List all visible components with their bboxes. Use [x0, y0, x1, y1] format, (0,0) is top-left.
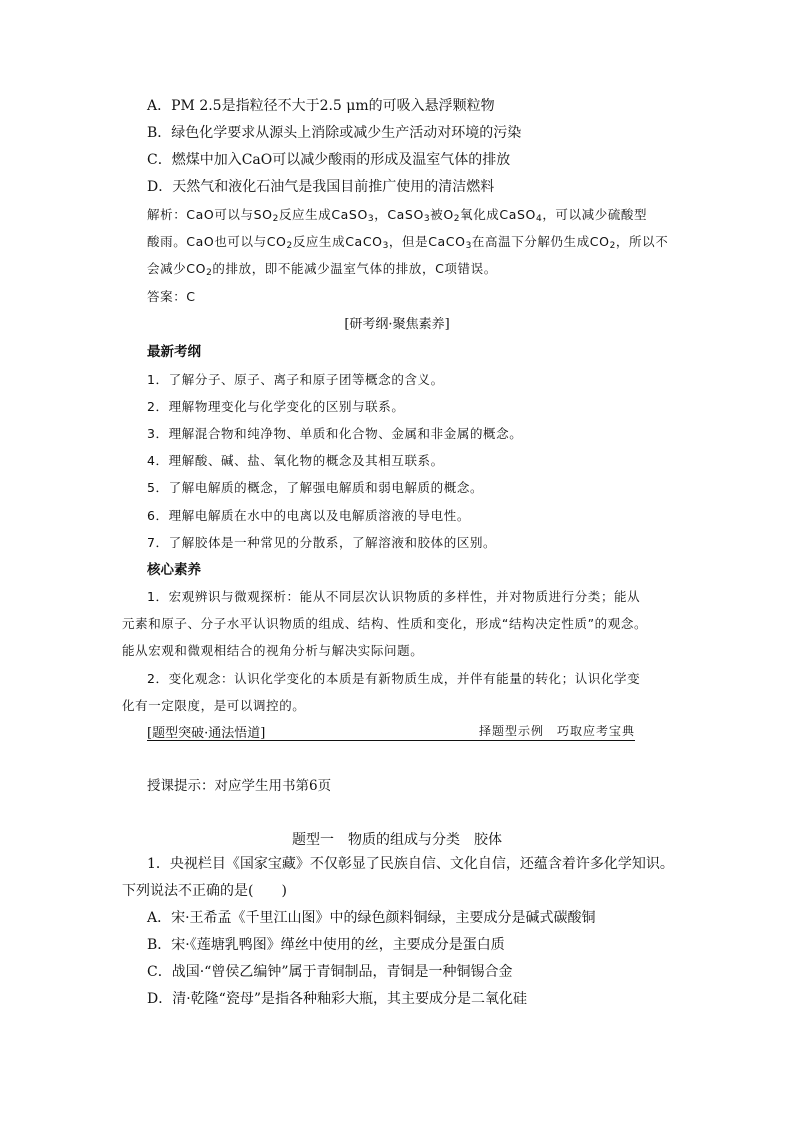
syllabus-item: 4．理解酸、碱、盐、氧化物的概念及其相互联系。 [147, 453, 444, 468]
syllabus-item: 6．理解电解质在水中的电离以及电解质溶液的导电性。 [147, 508, 470, 523]
analysis-line-2: 酸雨。CaO也可以与$CO_2$反应生成CaCO$_3$，但是CaCO$_3$在高温下分解仍生成$CO_2$，所以不 [147, 234, 669, 251]
syllabus-item: 3．理解混合物和纯净物、单质和化合物、金属和非金属的概念。 [147, 426, 523, 441]
option-a: A．PM 2.5是指粒径不大于2.5 μm的可吸入悬浮颗粒物 [147, 98, 495, 114]
question-option-c: C．战国·“曾侯乙编钟”属于青铜制品，青铜是一种铜锡合金 [147, 964, 513, 980]
section-banner [147, 722, 635, 741]
syllabus-item: 5．了解电解质的概念，了解强电解质和弱电解质的概念。 [147, 480, 484, 495]
option-d: D．天然气和液化石油气是我国目前推广使用的清洁燃料 [147, 179, 495, 195]
latest-syllabus-heading: 最新考纲 [147, 344, 201, 360]
option-c: C．燃煤中加入CaO可以减少酸雨的形成及温室气体的排放 [147, 152, 511, 168]
lecture-hint: 授课提示：对应学生用书第6页 [147, 778, 332, 794]
core-literacy-line: 2．变化观念：认识化学变化的本质是有新物质生成，并伴有能量的转化；认识化学变 [147, 671, 641, 686]
syllabus-item: 7．了解胶体是一种常见的分散系，了解溶液和胶体的区别。 [147, 535, 497, 550]
section-title: [研考纲·聚焦素养] [344, 317, 450, 332]
core-literacy-heading: 核心素养 [147, 562, 201, 578]
question-stem-cont: 下列说法不正确的是( ) [122, 883, 287, 899]
question-option-b: B．宋·《莲塘乳鸭图》缂丝中使用的丝，主要成分是蛋白质 [147, 937, 505, 953]
banner-right-title: 择题型示例 巧取应考宝典 [478, 724, 635, 738]
topic-title: 题型一 物质的组成与分类 胶体 [292, 832, 502, 848]
core-literacy-line: 1．宏观辨识与微观探析：能从不同层次认识物质的多样性，并对物质进行分类；能从 [147, 589, 641, 604]
answer: 答案：C [147, 289, 196, 304]
analysis-line-3: 会减少$CO_2$的排放，即不能减少温室气体的排放，C项错误。 [147, 261, 497, 278]
question-stem: 1．央视栏目《国家宝藏》不仅彰显了民族自信、文化自信，还蕴含着许多化学知识。 [147, 856, 674, 872]
core-literacy-line: 化有一定限度，是可以调控的。 [122, 698, 306, 713]
question-option-a: A．宋·王希孟《千里江山图》中的绿色颜料铜绿，主要成分是碱式碳酸铜 [147, 910, 596, 926]
analysis-line-1: 解析：CaO可以与$SO_2$反应生成CaSO$_3$，CaSO$_3$被$O_2$氧化成CaSO$_4$，可以减少硫酸型 [147, 207, 648, 224]
option-b: B．绿色化学要求从源头上消除或减少生产活动对环境的污染 [147, 125, 522, 141]
syllabus-item: 2．理解物理变化与化学变化的区别与联系。 [147, 399, 405, 414]
core-literacy-line: 元素和原子、分子水平认识物质的组成、结构、性质和变化，形成“结构决定性质”的观念。 [122, 616, 648, 631]
core-literacy-line: 能从宏观和微观相结合的视角分析与解决实际问题。 [122, 643, 424, 658]
syllabus-item: 1．了解分子、原子、离子和原子团等概念的含义。 [147, 372, 444, 387]
question-option-d: D．清·乾隆“瓷母”是指各种釉彩大瓶，其主要成分是二氧化硅 [147, 991, 527, 1007]
banner-left-title: [题型突破·通法悟道] [147, 726, 266, 741]
